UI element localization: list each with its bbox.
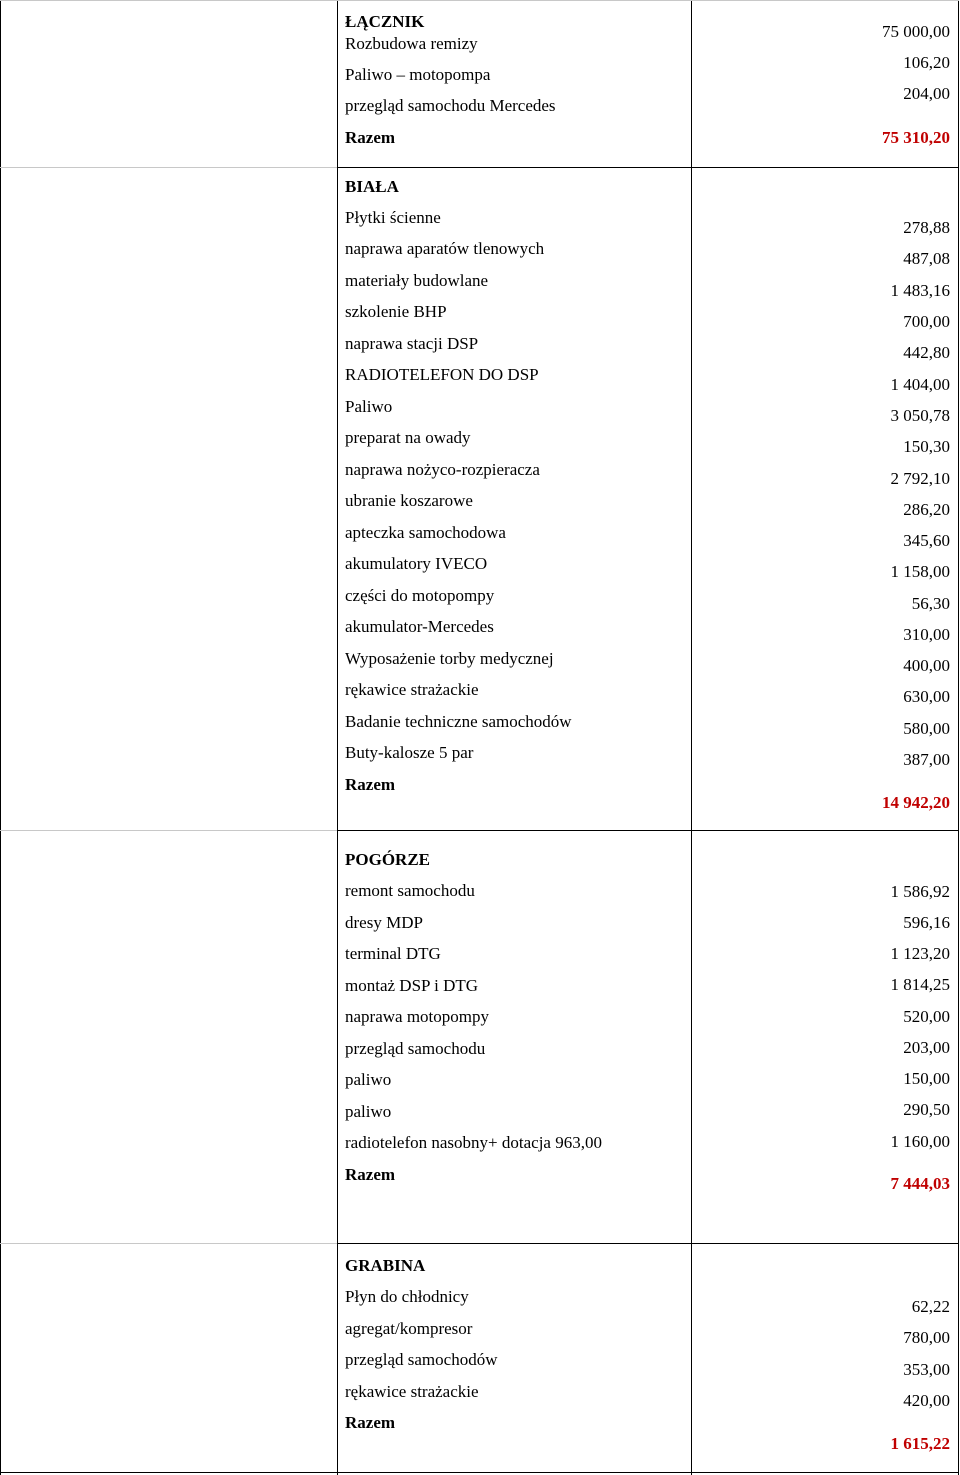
total-value: 14 942,20 bbox=[882, 793, 950, 812]
item-label: szkolenie BHP bbox=[345, 302, 447, 321]
item-label: akumulatory IVECO bbox=[345, 554, 488, 573]
item-value: 290,50 bbox=[903, 1100, 950, 1119]
item-value: 203,00 bbox=[903, 1038, 950, 1057]
item-label: części do motopompy bbox=[345, 586, 495, 605]
row-divider-2-left bbox=[0, 830, 337, 831]
item-label: Wyposażenie torby medycznej bbox=[345, 649, 554, 668]
item-label: przegląd samochodu bbox=[345, 1039, 486, 1058]
item-label: naprawa motopompy bbox=[345, 1007, 489, 1026]
total-label: Razem bbox=[345, 1413, 396, 1432]
item-label: rękawice strażackie bbox=[345, 1382, 479, 1401]
total-label: Razem bbox=[345, 775, 396, 794]
item-value: 1 160,00 bbox=[890, 1132, 950, 1151]
section-title: ŁĄCZNIK bbox=[345, 12, 425, 31]
item-label: agregat/kompresor bbox=[345, 1319, 473, 1338]
item-value: 442,80 bbox=[903, 343, 950, 362]
item-value: 1 483,16 bbox=[890, 281, 950, 300]
item-value: 75 000,00 bbox=[882, 22, 950, 41]
item-value: 3 050,78 bbox=[890, 406, 950, 425]
item-label: dresy MDP bbox=[345, 913, 423, 932]
table-border-right bbox=[958, 0, 959, 1475]
total-value: 7 444,03 bbox=[890, 1174, 950, 1193]
item-label: Rozbudowa remizy bbox=[345, 34, 478, 53]
item-value: 596,16 bbox=[903, 913, 950, 932]
item-value: 310,00 bbox=[903, 625, 950, 644]
row-divider-2 bbox=[337, 830, 959, 831]
item-value: 56,30 bbox=[911, 594, 950, 613]
column-divider-middle bbox=[691, 0, 692, 1475]
item-label: Badanie techniczne samochodów bbox=[345, 712, 572, 731]
item-value: 204,00 bbox=[903, 84, 950, 103]
section-title: POGÓRZE bbox=[345, 850, 431, 869]
column-divider-left bbox=[337, 0, 338, 1475]
item-value: 345,60 bbox=[903, 531, 950, 550]
item-label: preparat na owady bbox=[345, 428, 471, 447]
item-label: naprawa nożyco-rozpieracza bbox=[345, 460, 540, 479]
item-value: 580,00 bbox=[903, 719, 950, 738]
total-value: 75 310,20 bbox=[882, 128, 950, 147]
row-divider-3-left bbox=[0, 1243, 337, 1244]
item-value: 150,00 bbox=[903, 1069, 950, 1088]
item-value: 780,00 bbox=[903, 1328, 950, 1347]
item-label: Paliwo bbox=[345, 397, 393, 416]
table-border-left bbox=[0, 0, 1, 1475]
item-value: 1 404,00 bbox=[890, 375, 950, 394]
item-label: montaż DSP i DTG bbox=[345, 976, 479, 995]
item-value: 1 586,92 bbox=[890, 882, 950, 901]
item-value: 62,22 bbox=[911, 1297, 950, 1316]
item-label: remont samochodu bbox=[345, 881, 475, 900]
item-value: 487,08 bbox=[903, 249, 950, 268]
item-value: 1 814,25 bbox=[890, 975, 950, 994]
table-border-bottom bbox=[0, 1472, 959, 1473]
item-value: 630,00 bbox=[903, 687, 950, 706]
row-divider-3 bbox=[337, 1243, 959, 1244]
item-label: Płyn do chłodnicy bbox=[345, 1287, 469, 1306]
item-value: 420,00 bbox=[903, 1391, 950, 1410]
item-value: 520,00 bbox=[903, 1007, 950, 1026]
item-label: rękawice strażackie bbox=[345, 680, 479, 699]
item-value: 278,88 bbox=[903, 218, 950, 237]
item-value: 1 158,00 bbox=[890, 562, 950, 581]
item-value: 106,20 bbox=[903, 53, 950, 72]
total-label: Razem bbox=[345, 128, 396, 147]
total-value: 1 615,22 bbox=[890, 1434, 950, 1453]
item-label: materiały budowlane bbox=[345, 271, 489, 290]
item-value: 387,00 bbox=[903, 750, 950, 769]
table-border-top bbox=[0, 0, 959, 1]
total-label: Razem bbox=[345, 1165, 396, 1184]
row-divider-1-left bbox=[0, 167, 337, 168]
item-label: RADIOTELEFON DO DSP bbox=[345, 365, 539, 384]
item-label: ubranie koszarowe bbox=[345, 491, 473, 510]
item-label: paliwo bbox=[345, 1102, 392, 1121]
item-label: naprawa stacji DSP bbox=[345, 334, 479, 353]
item-label: przegląd samochodów bbox=[345, 1350, 498, 1369]
section-title: GRABINA bbox=[345, 1256, 426, 1275]
item-label: Buty-kalosze 5 par bbox=[345, 743, 474, 762]
item-value: 286,20 bbox=[903, 500, 950, 519]
item-value: 150,30 bbox=[903, 437, 950, 456]
item-value: 400,00 bbox=[903, 656, 950, 675]
row-divider-1 bbox=[337, 167, 959, 168]
item-label: akumulator-Mercedes bbox=[345, 617, 494, 636]
item-label: przegląd samochodu Mercedes bbox=[345, 96, 556, 115]
item-label: Paliwo – motopompa bbox=[345, 65, 491, 84]
item-value: 2 792,10 bbox=[890, 469, 950, 488]
item-value: 1 123,20 bbox=[890, 944, 950, 963]
section-title: BIAŁA bbox=[345, 177, 399, 196]
item-label: terminal DTG bbox=[345, 944, 441, 963]
item-label: naprawa aparatów tlenowych bbox=[345, 239, 545, 258]
item-label: paliwo bbox=[345, 1070, 392, 1089]
item-label: apteczka samochodowa bbox=[345, 523, 506, 542]
item-value: 353,00 bbox=[903, 1360, 950, 1379]
item-label: Płytki ścienne bbox=[345, 208, 441, 227]
item-value: 700,00 bbox=[903, 312, 950, 331]
item-label: radiotelefon nasobny+ dotacja 963,00 bbox=[345, 1133, 602, 1152]
